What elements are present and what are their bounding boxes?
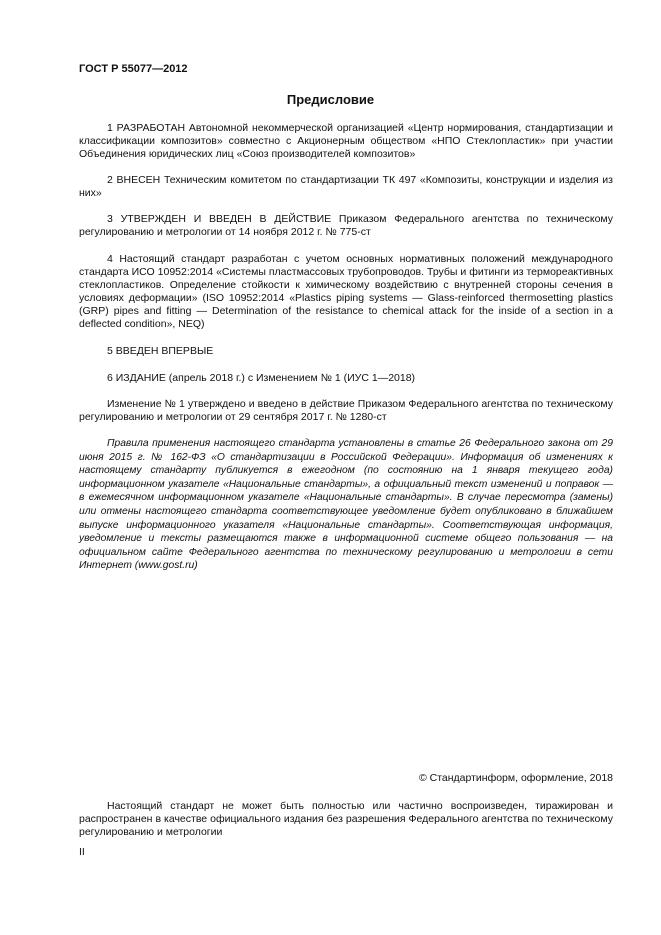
standard-id: ГОСТ Р 55077—2012	[79, 63, 188, 75]
paragraph-1: 1 РАЗРАБОТАН Автономной некоммерческой организацией «Центр нормирования, стандартизации и классификации композитов» совместно с Акционерным обществом «НПО Стеклопластик» при участии Объединения юридических лиц «Союз производителей композитов»	[79, 122, 613, 160]
paragraph-6: 6 ИЗДАНИЕ (апрель 2018 г.) с Изменением № 1 (ИУС 1—2018)	[107, 372, 416, 384]
paragraph-4: 4 Настоящий стандарт разработан с учетом основных нормативных положений международного стандарта ИСО 10952:2014 «Системы пластмассовых трубопроводов. Трубы и фитинги из термореактивных стеклопластиков. Определение стойкости к химическому воздействию с внутренней стороны сечения в условиях деформации» (ISO 10952:2014 «Plastics piping systems — Glass-reinforced thermosetting plastics (GRP) pipes and fitting — Determination of the resistance to chemical attack for the inside of a section in a deflected condition», NEQ)	[79, 253, 613, 330]
page-title: Предисловие	[286, 92, 375, 107]
page-number: II	[79, 846, 85, 858]
paragraph-amendment: Изменение № 1 утверждено и введено в действие Приказом Федерального агентства по техническому регулированию и метрологии от 29 сентября 2017 г. № 1280-ст	[79, 398, 613, 423]
paragraph-5: 5 ВВЕДЕН ВПЕРВЫЕ	[107, 345, 214, 357]
copyright-line: © Стандартинформ, оформление, 2018	[418, 772, 613, 784]
paragraph-3: 3 УТВЕРЖДЕН И ВВЕДЕН В ДЕЙСТВИЕ Приказом Федерального агентства по техническому регулированию и метрологии от 14 ноября 2012 г. № 775-ст	[79, 213, 613, 238]
usage-rules-note: Правила применения настоящего стандарта установлены в статье 26 Федерального закона от 29 июня 2015 г. № 162-ФЗ «О стандартизации в Российской Федерации». Информация об изменениях к настоящему стандарту публикуется в ежегодном (по состоянию на 1 января текущего года) информационном указателе «Национальные стандарты», а официальный текст изменений и поправок — в ежемесячном информационном указателе «Национальные стандарты». В случае пересмотра (замены) или отмены настоящего стандарта соответствующее уведомление будет опубликовано в ближайшем выпуске информационного указателя «Национальные стандарты». Соответствующая информация, уведомление и тексты размещаются также в информационной системе общего пользования — на официальном сайте Федерального агентства по техническому регулированию и метрологии в сети Интернет (www.gost.ru)	[79, 438, 613, 572]
reproduction-notice: Настоящий стандарт не может быть полностью или частично воспроизведен, тиражирован и распространен в качестве официального издания без разрешения Федерального агентства по техническому регулированию и метрологии	[79, 800, 613, 838]
paragraph-2: 2 ВНЕСЕН Техническим комитетом по стандартизации ТК 497 «Композиты, конструкции и изделия из них»	[79, 174, 613, 199]
